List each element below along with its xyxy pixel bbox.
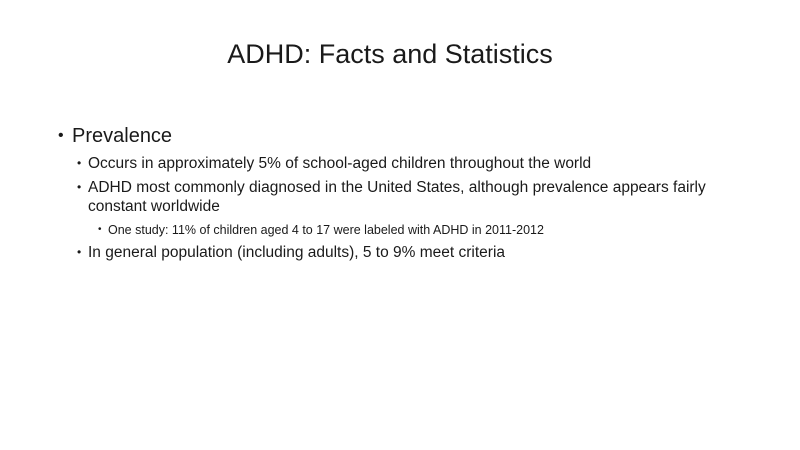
bullet-icon: • xyxy=(77,156,82,170)
bullet-icon: • xyxy=(77,179,82,194)
slide-title: ADHD: Facts and Statistics xyxy=(227,39,553,69)
bullet-text: One study: 11% of children aged 4 to 17 were labeled with ADHD in 2011-2012 xyxy=(108,222,544,237)
bullet-list xyxy=(58,122,758,262)
bullet-icon: • xyxy=(98,223,102,235)
bullet-general xyxy=(58,243,758,263)
bullet-text: In general population (including adults), 5 to 9% meet criteria xyxy=(88,243,506,261)
bullet-text: Occurs in approximately 5% of school-aged children throughout the world xyxy=(88,155,592,172)
bullet-icon: • xyxy=(58,127,64,144)
bullet-occurs xyxy=(58,154,758,174)
bullet-text: ADHD most commonly diagnosed in the United States, although prevalence appears fairly constant worldwide xyxy=(88,178,706,215)
bullet-study xyxy=(58,221,758,239)
bullet-icon: • xyxy=(77,244,82,259)
bullet-diagnosed xyxy=(58,178,728,217)
bullet-text: Prevalence xyxy=(72,125,173,147)
bullet-prevalence xyxy=(58,122,758,150)
